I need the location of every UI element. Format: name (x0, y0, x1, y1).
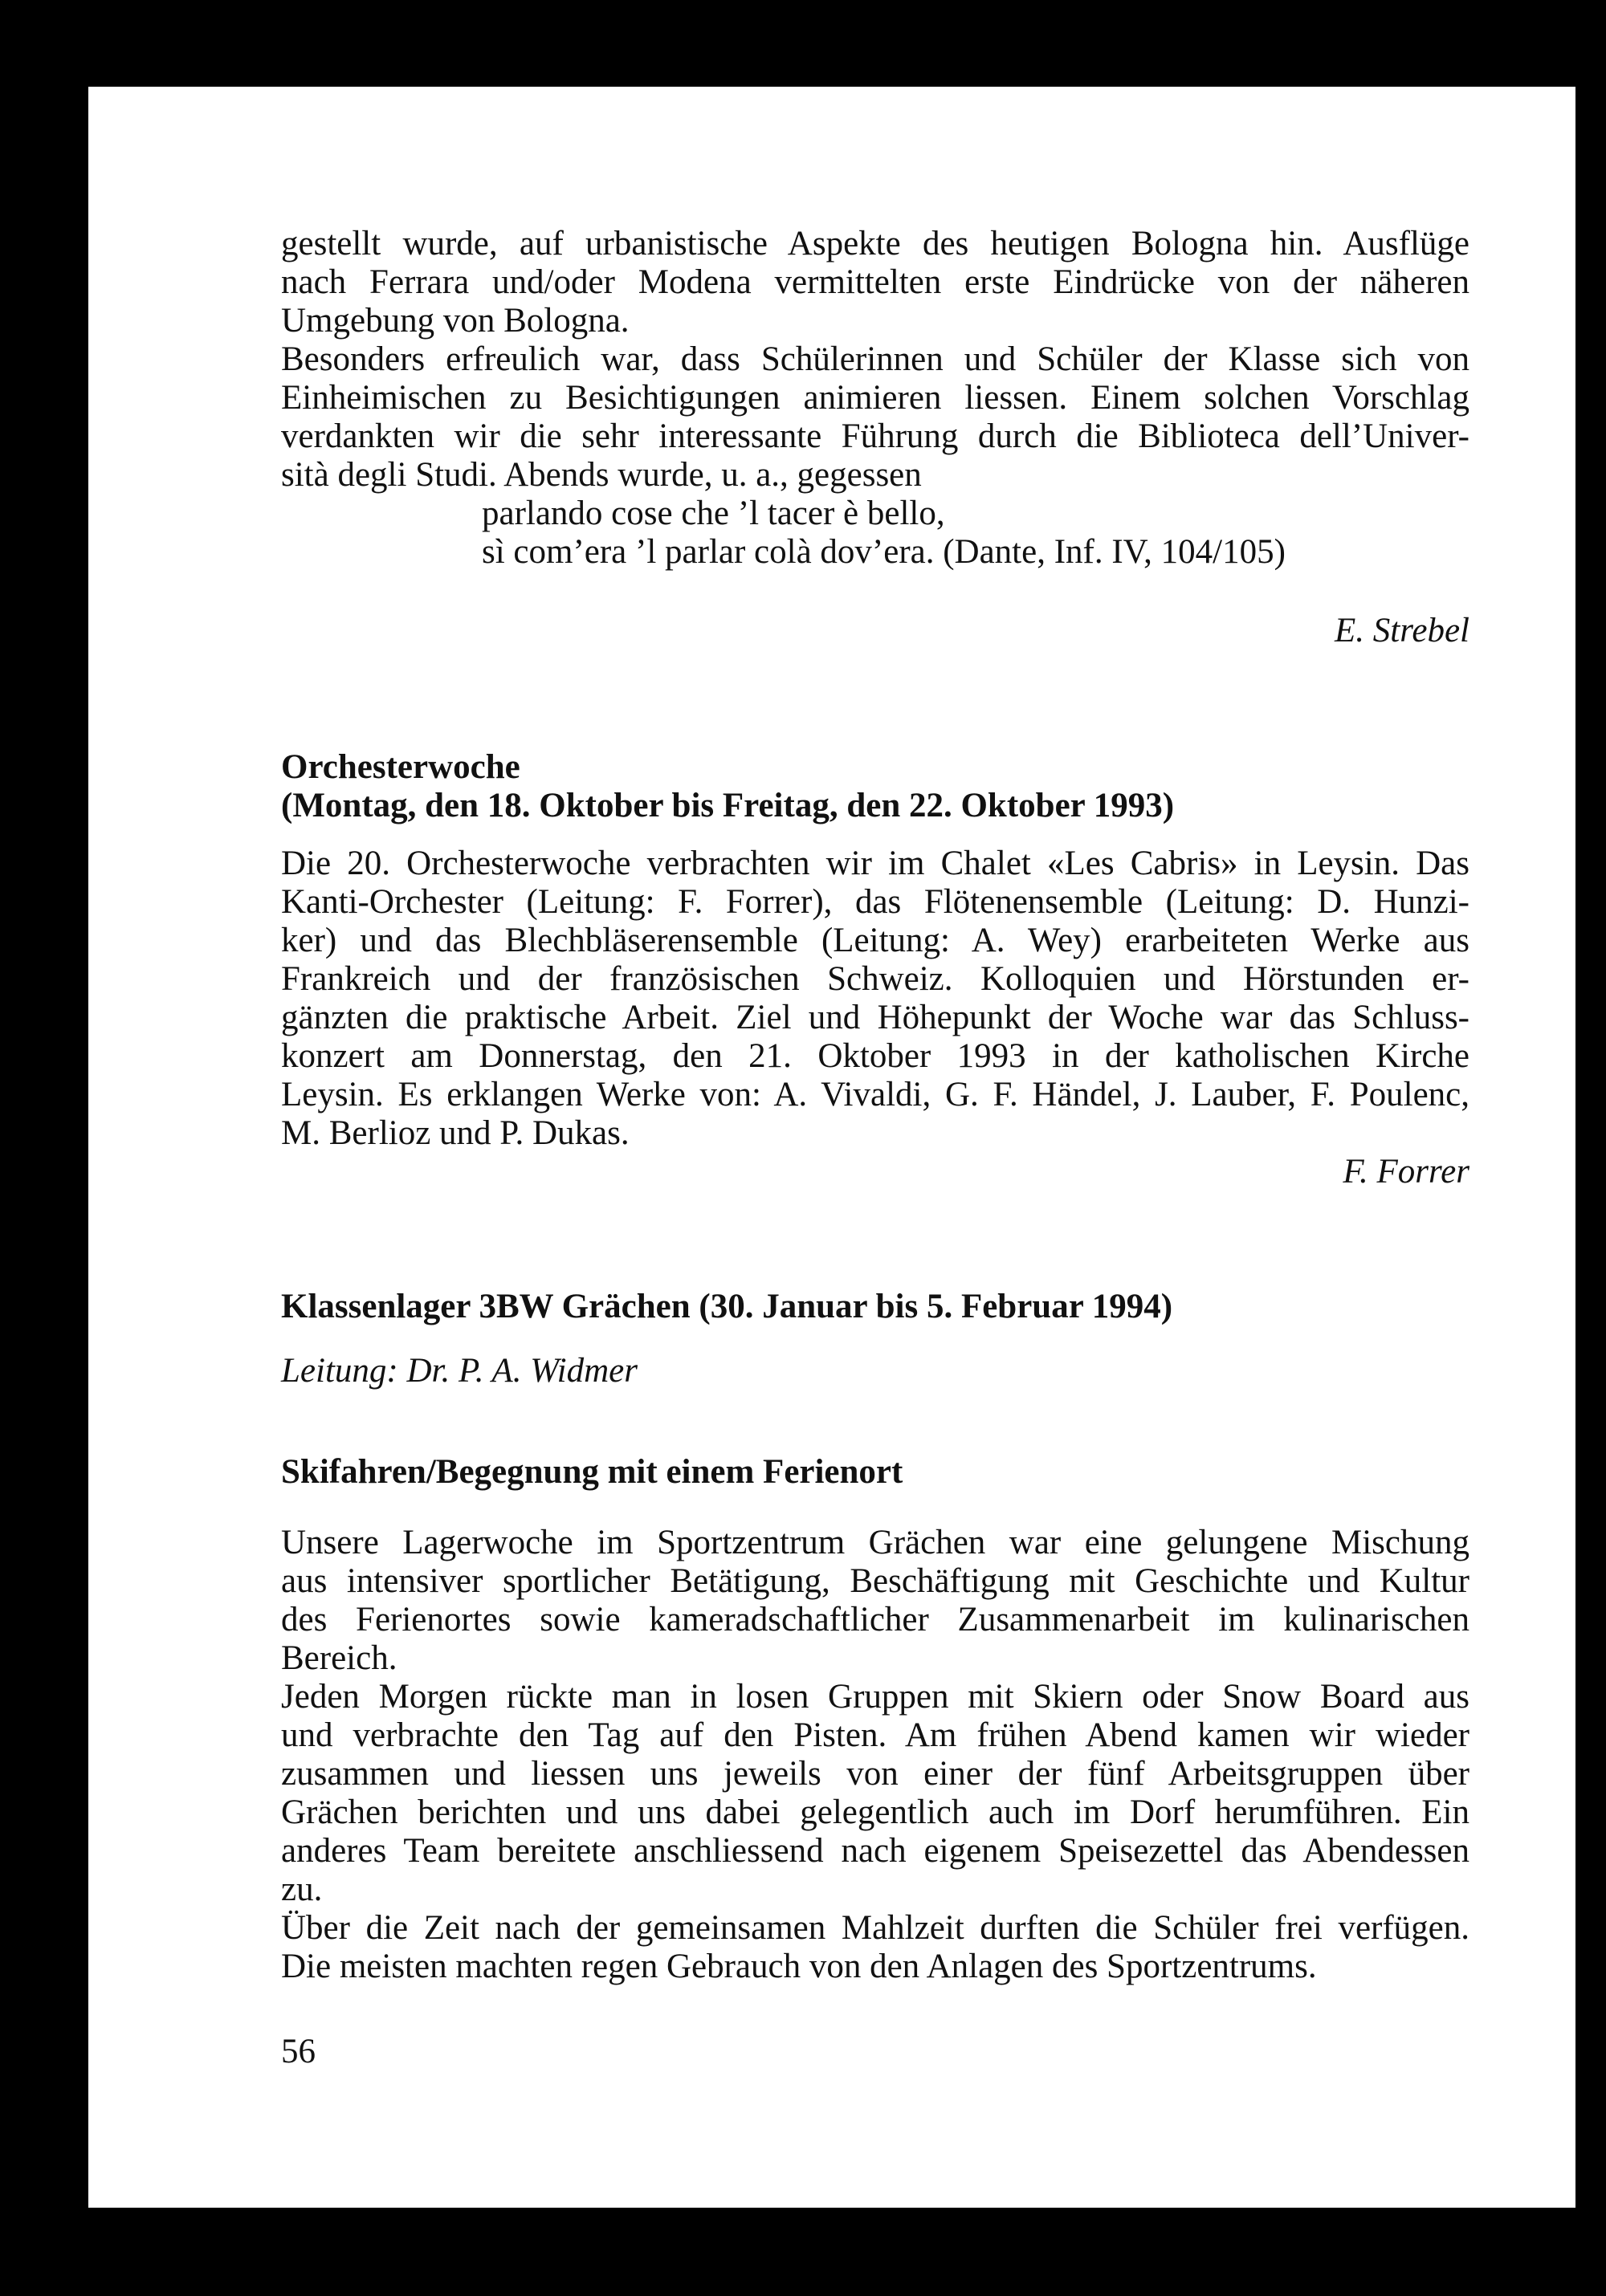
paragraph-line: konzert am Donnerstag, den 21. Oktober 1993 in der katholischen Kirche (281, 1037, 1469, 1075)
paragraph-line: Kanti-Orchester (Leitung: F. Forrer), das Flötenensemble (Leitung: D. Hunzi- (281, 883, 1469, 921)
author-signature: F. Forrer (1343, 1153, 1469, 1191)
paragraph-line: des Ferienortes sowie kameradschaftlicher Zusammenarbeit im kulinarischen (281, 1601, 1469, 1639)
paragraph-line: Die meisten machten regen Gebrauch von den Anlagen des Sportzentrums. (281, 1948, 1317, 1985)
paragraph-line: Besonders erfreulich war, dass Schülerinnen und Schüler der Klasse sich von (281, 340, 1469, 378)
paragraph-line: Frankreich und der französischen Schweiz. Kolloquien und Hörstunden er- (281, 960, 1469, 998)
paragraph-line: Jeden Morgen rückte man in losen Gruppen mit Skiern oder Snow Board aus (281, 1678, 1469, 1716)
paragraph-line: zusammen und liessen uns jeweils von einer der fünf Arbeitsgruppen über (281, 1755, 1469, 1793)
paragraph-line: Einheimischen zu Besichtigungen animieren liessen. Einem solchen Vorschlag (281, 379, 1469, 417)
paragraph-line: anderes Team bereitete anschliessend nach eigenem Speisezettel das Abendessen (281, 1832, 1469, 1870)
paragraph-line: nach Ferrara und/oder Modena vermittelten erste Eindrücke von der näheren (281, 263, 1469, 301)
paragraph-line: Bereich. (281, 1639, 397, 1677)
subsection-heading: Skifahren/Begegnung mit einem Ferienort (281, 1453, 903, 1491)
author-signature: E. Strebel (1335, 612, 1469, 649)
section-heading: Orchesterwoche (281, 748, 520, 786)
verse-line: parlando cose che ’l tacer è bello, (482, 495, 945, 532)
document-page (88, 87, 1575, 2208)
section-heading-dates: (Montag, den 18. Oktober bis Freitag, den 22. Oktober 1993) (281, 787, 1175, 824)
paragraph-line: zu. (281, 1871, 323, 1908)
leitung-line: Leitung: Dr. P. A. Widmer (281, 1352, 638, 1390)
paragraph-line: Leysin. Es erklangen Werke von: A. Vivaldi, G. F. Händel, J. Lauber, F. Poulenc, (281, 1076, 1469, 1113)
paragraph-line: sità degli Studi. Abends wurde, u. a., gegessen (281, 456, 922, 494)
paragraph-line: M. Berlioz und P. Dukas. (281, 1114, 630, 1152)
section-heading: Klassenlager 3BW Grächen (30. Januar bis 5. Februar 1994) (281, 1288, 1173, 1325)
paragraph-line: Umgebung von Bologna. (281, 302, 630, 340)
paragraph-line: Grächen berichten und uns dabei gelegentlich auch im Dorf herumführen. Ein (281, 1793, 1469, 1831)
paragraph-line: und verbrachte den Tag auf den Pisten. Am frühen Abend kamen wir wieder (281, 1716, 1469, 1754)
paragraph-line: verdankten wir die sehr interessante Führung durch die Biblioteca dell’Univer- (281, 417, 1469, 455)
paragraph-line: Die 20. Orchesterwoche verbrachten wir im Chalet «Les Cabris» in Leysin. Das (281, 845, 1469, 882)
paragraph-line: Unsere Lagerwoche im Sportzentrum Grächen war eine gelungene Mischung (281, 1524, 1469, 1561)
paragraph-line: gestellt wurde, auf urbanistische Aspekte des heutigen Bologna hin. Ausflüge (281, 225, 1469, 263)
paragraph-line: gänzten die praktische Arbeit. Ziel und Höhepunkt der Woche war das Schluss- (281, 999, 1469, 1036)
verse-line: sì com’era ’l parlar colà dov’era. (Dante, Inf. IV, 104/105) (482, 533, 1286, 571)
paragraph-line: aus intensiver sportlicher Betätigung, Beschäftigung mit Geschichte und Kultur (281, 1562, 1469, 1600)
paragraph-line: ker) und das Blechbläserensemble (Leitung: A. Wey) erarbeiteten Werke aus (281, 922, 1469, 959)
paragraph-line: Über die Zeit nach der gemeinsamen Mahlzeit durften die Schüler frei verfügen. (281, 1909, 1469, 1947)
page-number: 56 (281, 2033, 316, 2070)
